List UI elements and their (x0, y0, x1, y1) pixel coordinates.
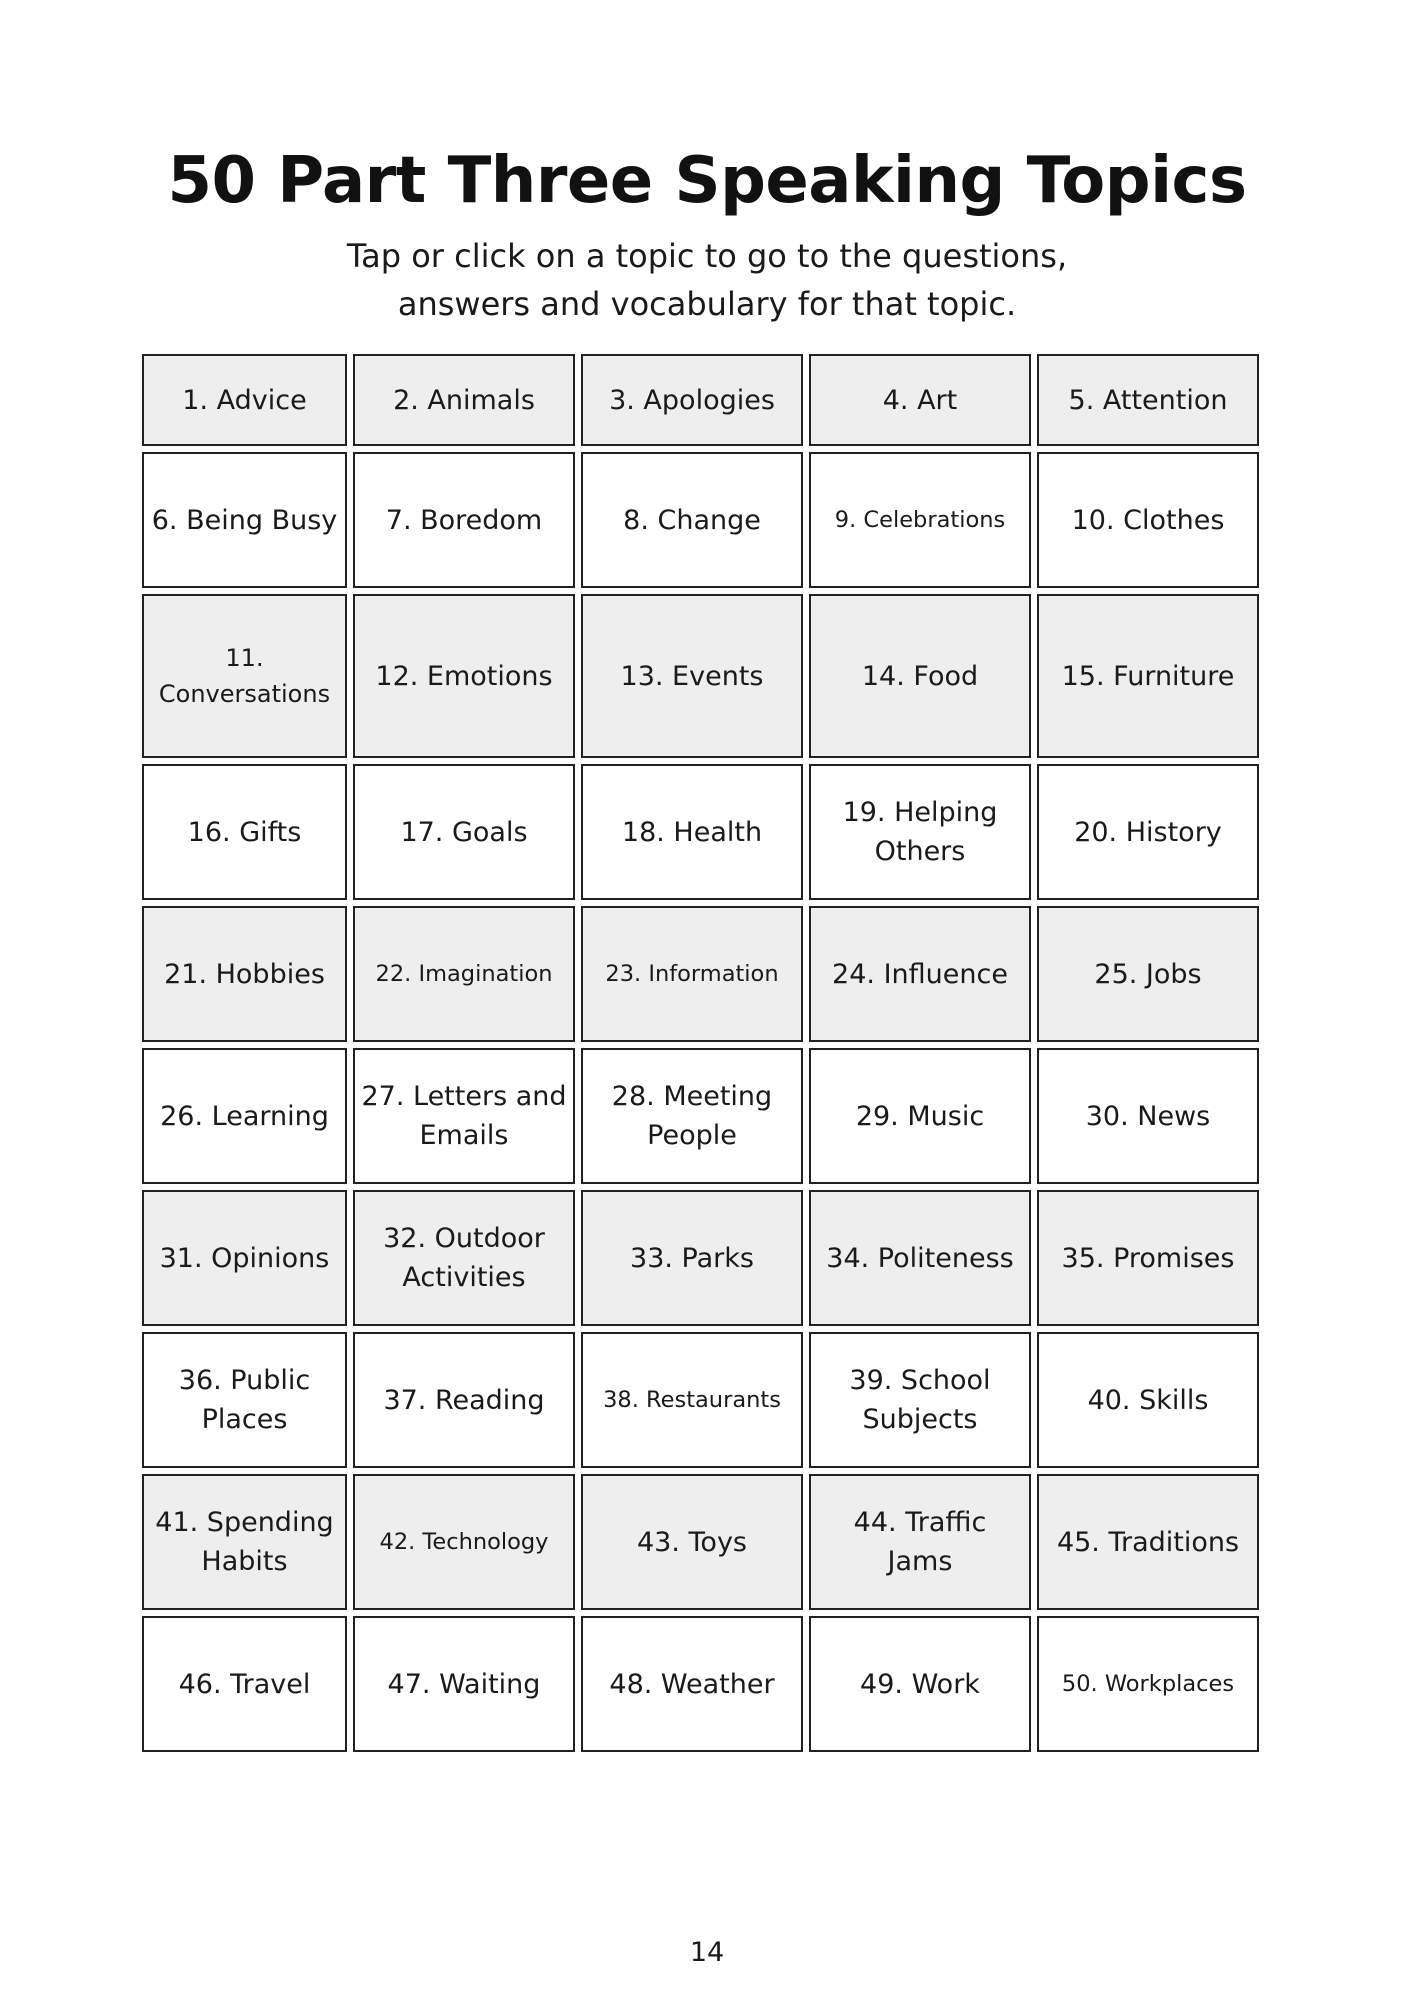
topic-link[interactable]: 6. Being Busy (142, 452, 347, 588)
subtitle-line-2: answers and vocabulary for that topic. (397, 285, 1017, 323)
topic-link[interactable]: 44. Traffic Jams (809, 1474, 1031, 1610)
page-number: 14 (689, 1937, 725, 1968)
topic-link[interactable]: 19. Helping Others (809, 764, 1031, 900)
topic-link[interactable]: 45. Traditions (1037, 1474, 1259, 1610)
topic-link[interactable]: 9. Celebrations (809, 452, 1031, 588)
topic-link[interactable]: 16. Gifts (142, 764, 347, 900)
topic-link[interactable]: 7. Boredom (353, 452, 575, 588)
topic-link[interactable]: 34. Politeness (809, 1190, 1031, 1326)
topic-link[interactable]: 27. Letters and Emails (353, 1048, 575, 1184)
topic-link[interactable]: 8. Change (581, 452, 803, 588)
topic-link[interactable]: 28. Meeting People (581, 1048, 803, 1184)
topic-link[interactable]: 48. Weather (581, 1616, 803, 1752)
topic-link[interactable]: 33. Parks (581, 1190, 803, 1326)
topic-link[interactable]: 13. Events (581, 594, 803, 758)
topic-link[interactable]: 30. News (1037, 1048, 1259, 1184)
topic-link[interactable]: 35. Promises (1037, 1190, 1259, 1326)
topic-link[interactable]: 1. Advice (142, 354, 347, 446)
topic-link[interactable]: 14. Food (809, 594, 1031, 758)
topic-link[interactable]: 10. Clothes (1037, 452, 1259, 588)
subtitle-line-1: Tap or click on a topic to go to the questions, (346, 237, 1068, 275)
topic-link[interactable]: 11. Conversations (142, 594, 347, 758)
topic-link[interactable]: 20. History (1037, 764, 1259, 900)
topic-link[interactable]: 4. Art (809, 354, 1031, 446)
topic-link[interactable]: 36. Public Places (142, 1332, 347, 1468)
topic-link[interactable]: 12. Emotions (353, 594, 575, 758)
topics-grid (142, 354, 1257, 1752)
topic-link[interactable]: 29. Music (809, 1048, 1031, 1184)
topic-link[interactable]: 49. Work (809, 1616, 1031, 1752)
topic-link[interactable]: 21. Hobbies (142, 906, 347, 1042)
topic-link[interactable]: 26. Learning (142, 1048, 347, 1184)
topic-link[interactable]: 3. Apologies (581, 354, 803, 446)
topic-link[interactable]: 46. Travel (142, 1616, 347, 1752)
topic-link[interactable]: 15. Furniture (1037, 594, 1259, 758)
topic-link[interactable]: 32. Outdoor Activities (353, 1190, 575, 1326)
topic-link[interactable]: 31. Opinions (142, 1190, 347, 1326)
topic-link[interactable]: 38. Restaurants (581, 1332, 803, 1468)
topic-link[interactable]: 24. Influence (809, 906, 1031, 1042)
topic-link[interactable]: 43. Toys (581, 1474, 803, 1610)
topic-link[interactable]: 37. Reading (353, 1332, 575, 1468)
topic-link[interactable]: 17. Goals (353, 764, 575, 900)
topic-link[interactable]: 39. School Subjects (809, 1332, 1031, 1468)
topic-link[interactable]: 2. Animals (353, 354, 575, 446)
topic-link[interactable]: 5. Attention (1037, 354, 1259, 446)
page-title: 50 Part Three Speaking Topics (167, 144, 1247, 218)
topic-link[interactable]: 50. Workplaces (1037, 1616, 1259, 1752)
topic-link[interactable]: 25. Jobs (1037, 906, 1259, 1042)
topic-link[interactable]: 23. Information (581, 906, 803, 1042)
topic-link[interactable]: 42. Technology (353, 1474, 575, 1610)
topic-link[interactable]: 40. Skills (1037, 1332, 1259, 1468)
topic-link[interactable]: 18. Health (581, 764, 803, 900)
topic-link[interactable]: 41. Spending Habits (142, 1474, 347, 1610)
topic-link[interactable]: 47. Waiting (353, 1616, 575, 1752)
topic-link[interactable]: 22. Imagination (353, 906, 575, 1042)
